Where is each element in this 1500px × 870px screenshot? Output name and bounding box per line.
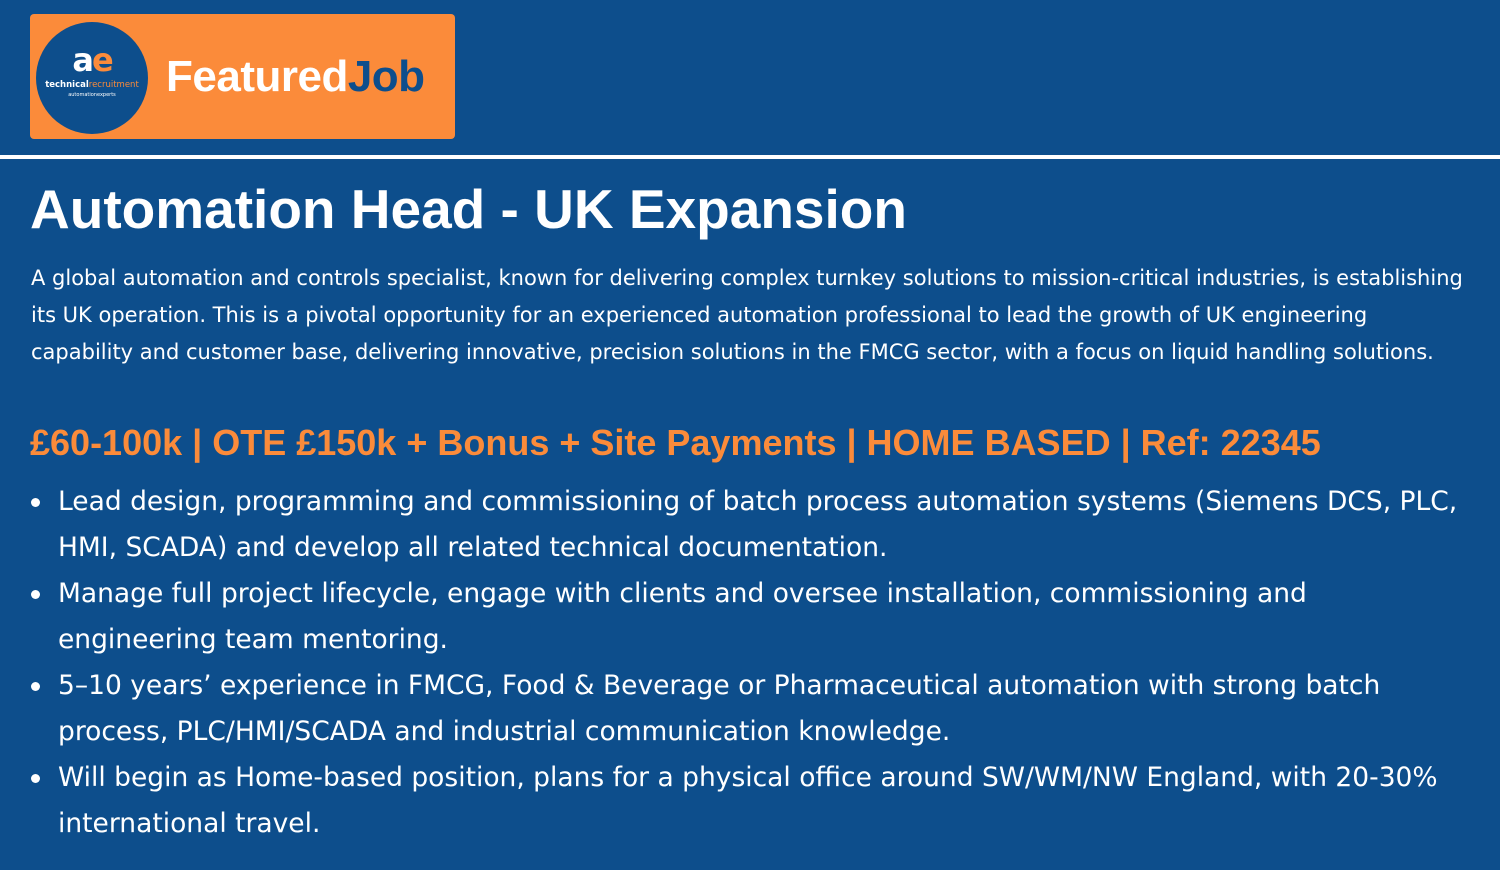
job-description: A global automation and controls specialist, known for delivering complex turnkey solutions to mission-critical industries, is establishing its UK operation. This is a pivotal opportunity for an experienced automation professional to lead the growth of UK engineering capability and customer base, delivering innovative, precision solutions in the FMCG sector, with a focus on liquid handling solutions. [31, 266, 1463, 364]
job-title: Automation Head - UK Expansion [30, 178, 907, 240]
company-logo [36, 22, 148, 134]
requirement-item: Will begin as Home-based position, plans for a physical office around SW/WM/NW England, with 20-30% international travel. [58, 755, 1468, 847]
requirement-item: Lead design, programming and commissioning of batch process automation systems (Siemens DCS, PLC, HMI, SCADA) and develop all related technical documentation. [58, 479, 1468, 571]
header-divider [0, 155, 1500, 159]
job-word: Job [347, 52, 425, 101]
requirement-item: Manage full project lifecycle, engage with clients and oversee installation, commissioning and engineering team mentoring. [58, 571, 1468, 663]
logo-wordmark: technicalrecruitment [45, 80, 139, 90]
featured-word: Featured [166, 52, 348, 101]
logo-tagline: automationexperts [68, 92, 116, 98]
logo-monogram: ae [72, 41, 112, 79]
requirement-item: 5–10 years’ experience in FMCG, Food & Beverage or Pharmaceutical automation with strong batch process, PLC/HMI/SCADA and industrial communication knowledge. [58, 663, 1468, 755]
salary-details: £60-100k | OTE £150k + Bonus + Site Payments | HOME BASED | Ref: 22345 [30, 422, 1321, 463]
featured-job-badge [30, 14, 455, 139]
job-requirements-list [58, 479, 1468, 847]
featured-job-label [166, 52, 425, 102]
